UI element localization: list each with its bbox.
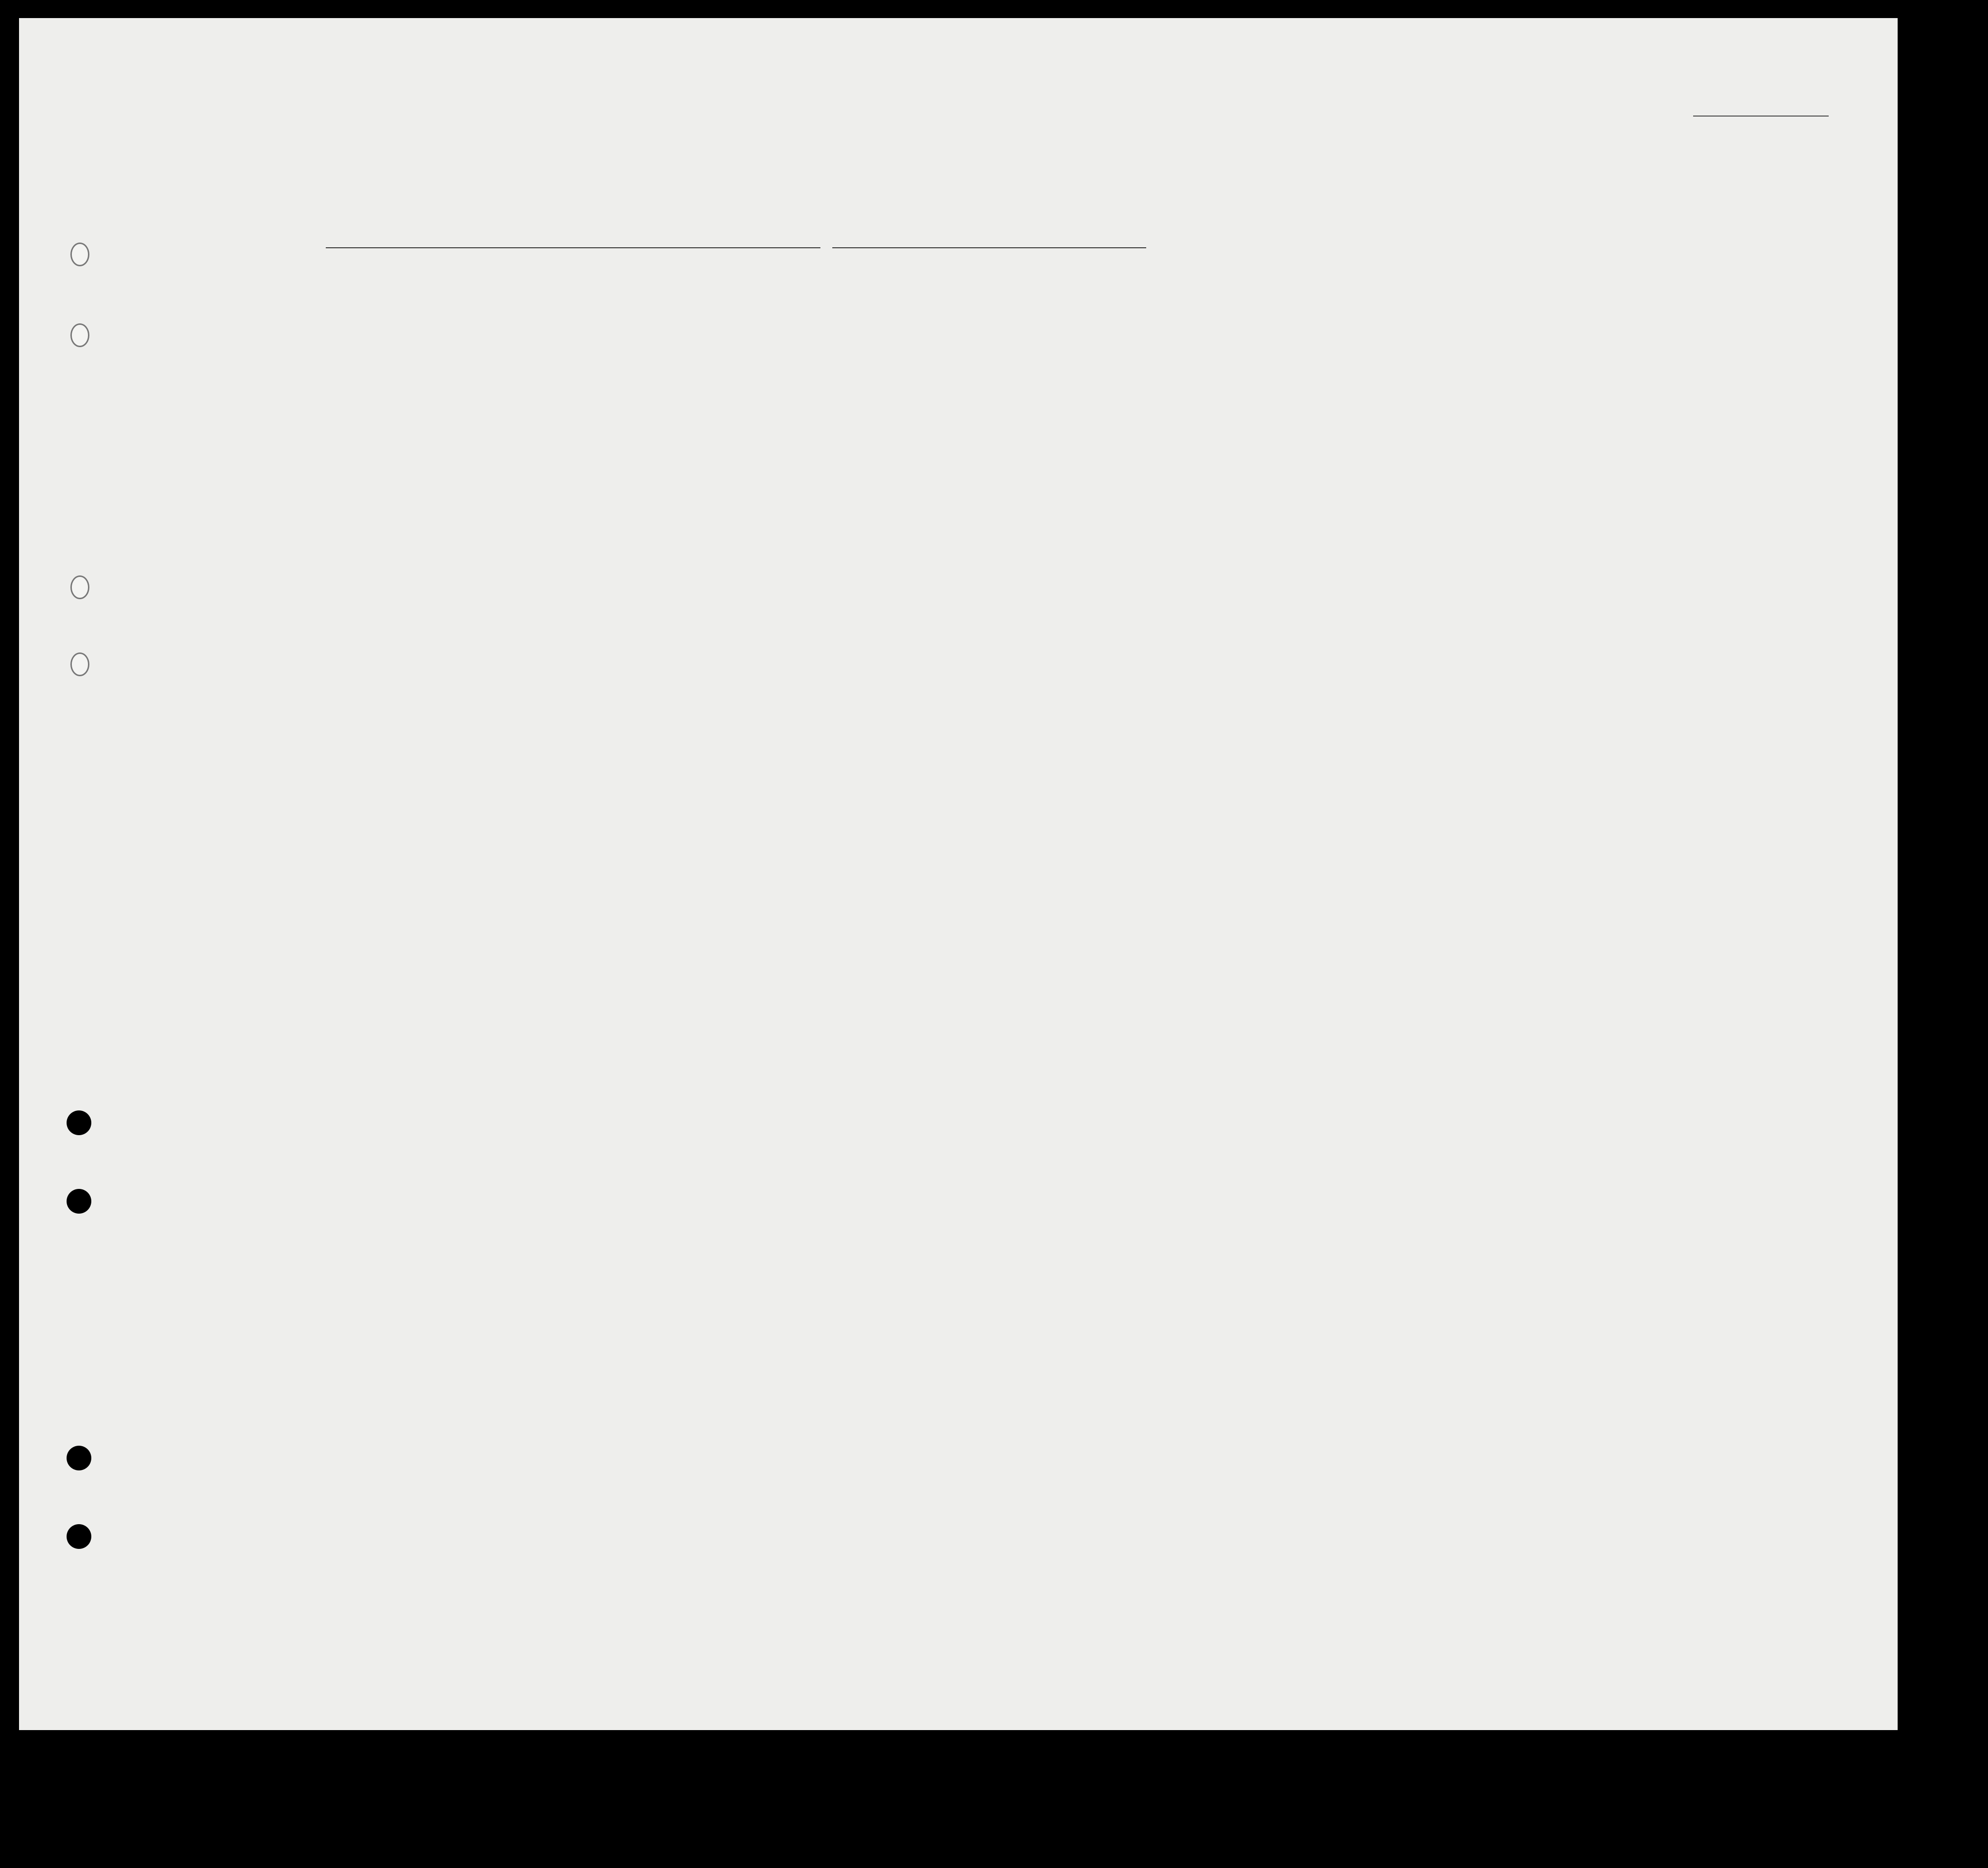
binder-hole-2 [70, 323, 89, 347]
binder-hole-6 [67, 1189, 91, 1214]
binder-hole-5 [67, 1110, 91, 1135]
binder-hole-7 [67, 1446, 91, 1470]
binder-hole-3 [70, 575, 89, 599]
binder-hole-4 [70, 652, 89, 676]
binder-hole-8 [67, 1524, 91, 1549]
binder-hole-1 [70, 243, 89, 266]
